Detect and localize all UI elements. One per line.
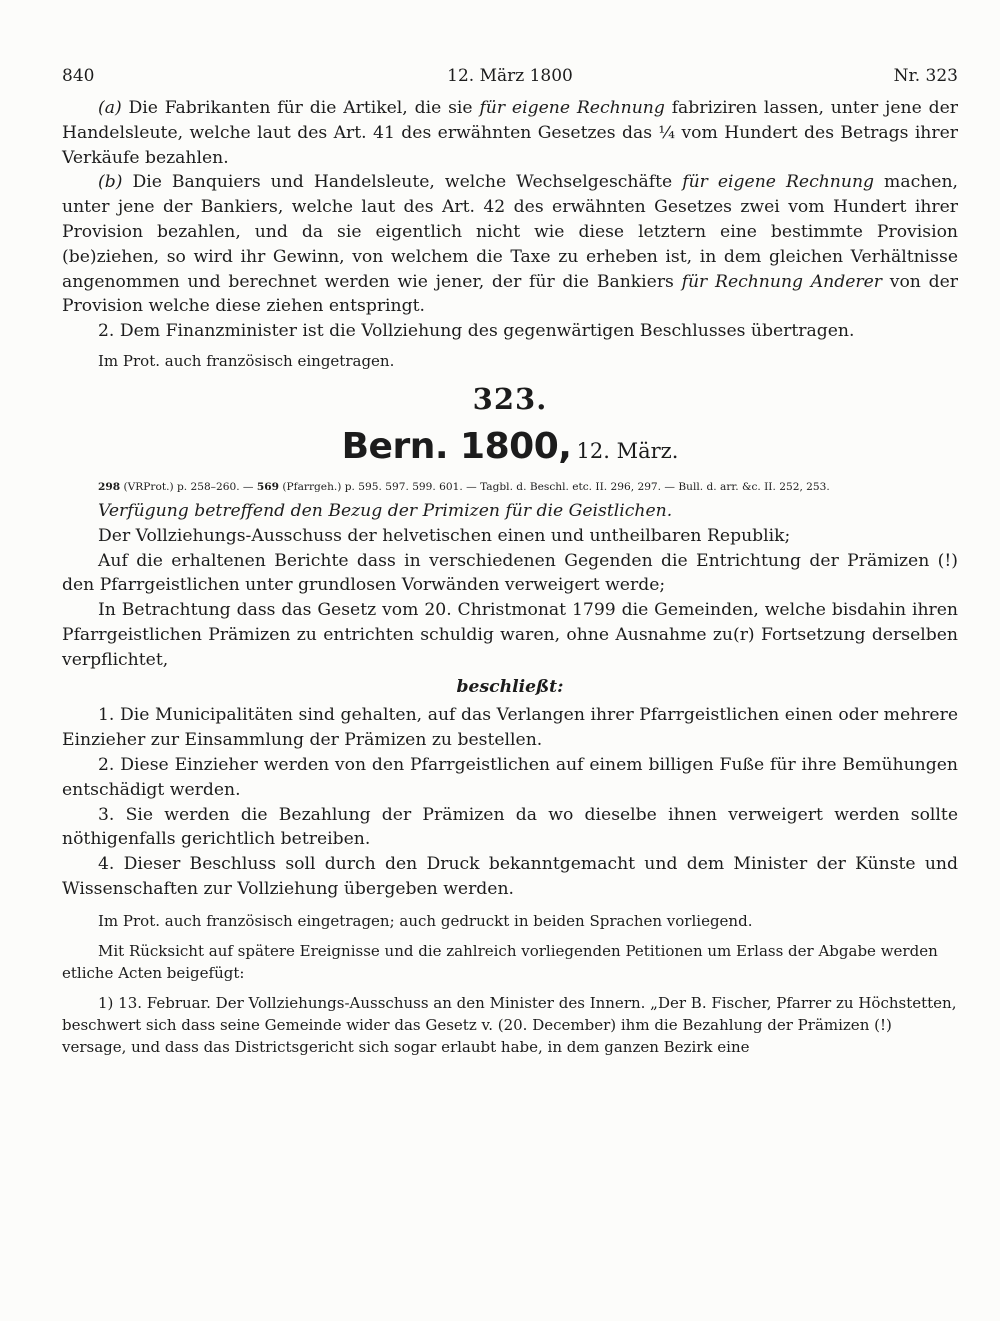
protocol-note-previous: Im Prot. auch französisch eingetragen. — [98, 351, 395, 370]
article-4: 4. Dieser Beschluss soll durch den Druck bekanntgemacht und dem Minister der Künste und Wissenschaften zur Vollziehung übergeben werden. — [62, 854, 958, 899]
item-b-emphasis-1: für eigene Rechnung — [682, 172, 875, 193]
header-document-number: Nr. 323 — [893, 66, 958, 86]
considering-clause-2: In Betrachtung dass das Gesetz vom 20. Christmonat 1799 die Gemeinden, welche bisdahin ihren Pfarrgeistlichen Prämizen zu entrichten schuldig waren, ohne Ausnahme zu(r) Fortsetzung derselben verpflichtet, — [62, 600, 958, 670]
source-ref-2-text: (Pfarrgeh.) p. 595. 597. 599. 601. — Tagbl. d. Beschl. etc. II. 296, 297. — Bull. d. arr. &c. II. 252, 253. — [279, 480, 830, 493]
item-a-emphasis: für eigene Rechnung — [479, 98, 665, 118]
resolution-word: beschließt: — [456, 676, 564, 697]
item-a-label: (a) — [98, 98, 122, 118]
item-a-text-start: Die Fabrikanten für die Artikel, die sie — [121, 98, 480, 118]
source-ref-2-number: 569 — [256, 480, 280, 493]
item-a-text-end: fabriziren lassen, unter jene der Handelsleute, welche laut des Art. 41 des erwähnten Gesetzes das ¼ vom Hundert des Betrags ihrer Verkäufe bezahlen. — [62, 98, 959, 168]
spacer — [62, 902, 958, 910]
spacer — [62, 932, 958, 940]
document-date: 12. März. — [576, 438, 679, 463]
protocol-note: Im Prot. auch französisch eingetragen; auch gedruckt in beiden Sprachen vorliegend. — [98, 911, 753, 930]
paragraph-item-2: 2. Dem Finanzminister ist die Vollziehung des gegenwärtigen Beschlusses übertragen. — [98, 321, 855, 342]
running-header — [62, 66, 958, 96]
document-subject: Verfügung betreffend den Bezug der Primizen für die Geistlichen. — [98, 500, 673, 521]
document-page — [62, 66, 958, 1058]
item-b-label: (b) — [98, 172, 123, 193]
item-b-text-middle: machen, unter jene der Bankiers, welche laut des Art. 42 des erwähnten Gesetzes zwei vom Hundert ihrer Provision bezahlen, und da sie eigentlich nicht wie diese letztern eine bestimmte Provision (be)ziehen, so wird ihr Gewinn, von welchem die Taxe zu erheben ist, in dem gleichen Verhältnisse angenommen und berechnet werden wie jener, der für die Bankiers — [62, 172, 958, 292]
source-references — [98, 479, 958, 495]
document-number: 323. — [472, 381, 548, 416]
source-ref-1-number: 298 — [98, 480, 121, 493]
considering-clause-1: Auf die erhaltenen Berichte dass in verschiedenen Gegenden die Entrichtung der Prämizen (!) den Pfarrgeistlichen unter grundlosen Vorwänden verweigert werde; — [62, 550, 958, 596]
appended-act-1: 1) 13. Februar. Der Vollziehungs-Ausschuss an den Minister des Innern. „Der B. Fischer, Pfarrer zu Höchstetten, beschwert sich dass seine Gemeinde wider das Gesetz v. (20. December) ihm die Bezahlung der Prämizen (!) versage, und dass das Districtsgericht sich sogar erlaubt habe, in dem ganzen Bezirk eine — [62, 993, 957, 1056]
item-b-emphasis-2: für Rechnung Anderer — [681, 271, 883, 292]
spacer — [62, 984, 958, 992]
item-b-text-start: Die Banquiers und Handelsleute, welche Wechselgeschäfte — [122, 172, 683, 193]
article-2: 2. Diese Einzieher werden von den Pfarrgeistlichen auf einem billigen Fuße für ihre Bemühungen entschädigt werden. — [62, 754, 958, 800]
paragraph-item-b — [62, 170, 958, 319]
article-3: 3. Sie werden die Bezahlung der Prämizen da wo dieselbe ihnen verweigert werden sollte nöthigenfalls gerichtlich betreiben. — [62, 804, 958, 850]
document-place-year: Bern. 1800, — [341, 425, 572, 467]
document-issuer: Der Vollziehungs-Ausschuss der helvetischen einen und untheilbaren Republik; — [98, 525, 791, 546]
article-1: 1. Die Municipalitäten sind gehalten, auf das Verlangen ihrer Pfarrgeistlichen einen oder mehrere Einzieher zur Einsammlung der Prämizen zu bestellen. — [62, 705, 958, 751]
editorial-note: Mit Rücksicht auf spätere Ereignisse und die zahlreich vorliegenden Petitionen um Erlass der Abgabe werden etliche Acten beigefügt: — [62, 941, 938, 982]
source-ref-1-text: (VRProt.) p. 258–260. — — [120, 480, 257, 493]
page-number: 840 — [62, 66, 95, 86]
paragraph-item-a — [62, 96, 958, 170]
item-b-text-end: von der Provision welche diese ziehen entspringt. — [62, 271, 958, 317]
document-heading — [62, 426, 958, 467]
header-date: 12. März 1800 — [447, 66, 573, 86]
